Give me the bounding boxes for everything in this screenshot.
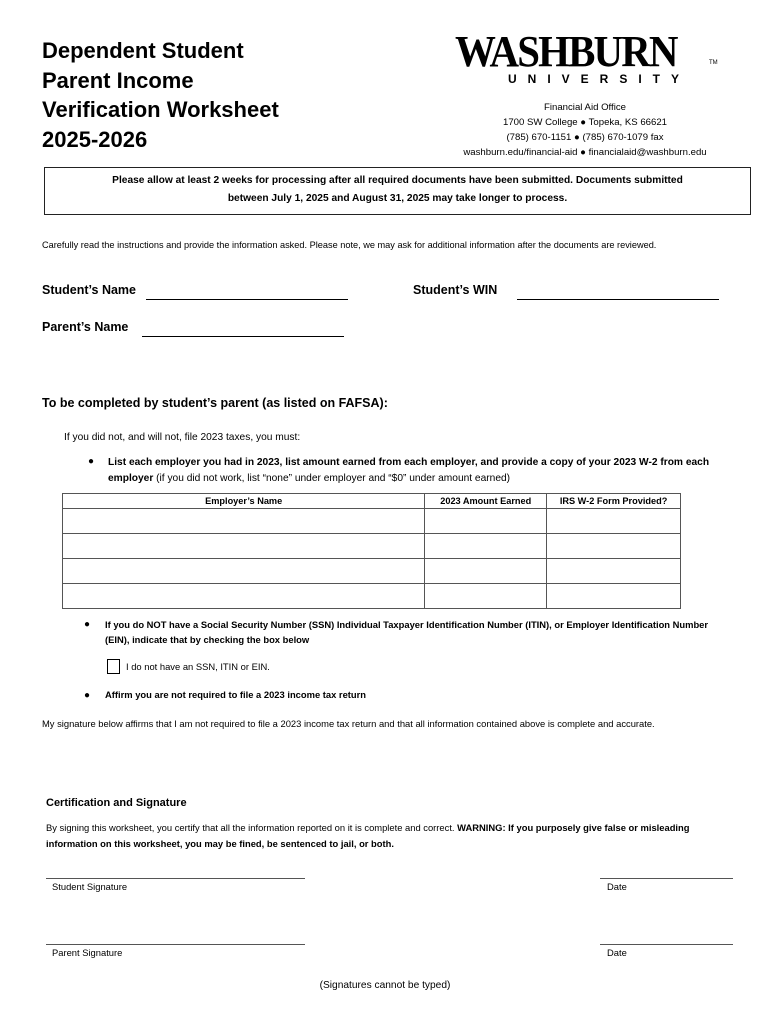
- title-line: Parent Income: [42, 67, 194, 93]
- ssn-instruction: If you do NOT have a Social Security Number (SSN) Individual Taxpayer Identification Number (ITIN), or Employer Identification Number (EIN), indicate that by checking the box below: [105, 619, 709, 645]
- washburn-logo-wordmark: WASHBURN: [455, 27, 677, 76]
- employer-name-cell[interactable]: [63, 559, 425, 584]
- notice-line: Please allow at least 2 weeks for processing after all required documents have been submitted. Documents submitted: [112, 175, 683, 186]
- amount-earned-cell[interactable]: [425, 559, 547, 584]
- employer-name-cell[interactable]: [63, 584, 425, 609]
- washburn-logo-subtitle: UNIVERSITY: [508, 72, 691, 86]
- student-name-field[interactable]: [146, 287, 348, 300]
- column-header-employer: Employer’s Name: [63, 494, 425, 509]
- column-header-w2: IRS W-2 Form Provided?: [547, 494, 681, 509]
- amount-earned-cell[interactable]: [425, 509, 547, 534]
- employer-name-cell[interactable]: [63, 509, 425, 534]
- parent-name-field[interactable]: [142, 324, 344, 337]
- office-phone: (785) 670-1151 ● (785) 670-1079 fax: [506, 132, 664, 143]
- w2-provided-cell[interactable]: [547, 509, 681, 534]
- student-name-label: Student’s Name: [42, 283, 137, 297]
- employer-name-cell[interactable]: [63, 534, 425, 559]
- signature-note: (Signatures cannot be typed): [319, 980, 451, 991]
- w2-provided-cell[interactable]: [547, 584, 681, 609]
- title-line: Dependent Student: [42, 38, 244, 63]
- certification-warning: WARNING: If you purposely give false or misleading information on this worksheet, you may be fined, be sentenced to jail, or both.: [46, 822, 690, 849]
- certification-text: [46, 820, 736, 852]
- bullet-icon: ●: [84, 619, 91, 630]
- table-row: [63, 584, 681, 609]
- office-address: 1700 SW College ● Topeka, KS 66621: [502, 117, 668, 128]
- affirmation-statement: My signature below affirms that I am not required to file a 2023 income tax return and that all information contained above is complete and accurate.: [42, 718, 655, 729]
- section-instruction: If you did not, and will not, file 2023 taxes, you must:: [64, 432, 301, 443]
- office-web: washburn.edu/financial-aid ● financialaid@washburn.edu: [463, 147, 707, 158]
- certification-heading: Certification and Signature: [46, 797, 187, 809]
- logo-trademark: TM: [709, 60, 718, 66]
- bullet-icon: ●: [88, 456, 95, 467]
- notice-line: between July 1, 2025 and August 31, 2025 may take longer to process.: [227, 193, 568, 204]
- certification-statement: By signing this worksheet, you certify that all the information reported on it is complete and correct.: [46, 822, 458, 833]
- contact-block: [440, 100, 730, 160]
- no-ssn-checkbox-label: I do not have an SSN, ITIN or EIN.: [126, 661, 270, 672]
- employer-instruction: [108, 455, 748, 487]
- student-date-label: Date: [607, 881, 627, 892]
- parent-date-label: Date: [607, 947, 627, 958]
- column-header-amount: 2023 Amount Earned: [425, 494, 547, 509]
- employer-table: [62, 493, 681, 609]
- intro-text: Carefully read the instructions and provide the information asked. Please note, we may ask for additional information after the documents are reviewed.: [42, 240, 657, 250]
- student-date-line[interactable]: [600, 878, 733, 879]
- w2-provided-cell[interactable]: [547, 559, 681, 584]
- bullet-icon: ●: [84, 690, 91, 701]
- office-name: Financial Aid Office: [544, 102, 626, 113]
- table-row: [63, 534, 681, 559]
- processing-notice: [44, 167, 751, 215]
- title-line: 2025-2026: [42, 126, 148, 152]
- employer-instruction-note: (if you did not work, list “none” under employer and “$0” under amount earned): [153, 473, 511, 484]
- amount-earned-cell[interactable]: [425, 584, 547, 609]
- w2-provided-cell[interactable]: [547, 534, 681, 559]
- student-win-label: Student’s WIN: [413, 283, 498, 297]
- section-heading: To be completed by student’s parent (as listed on FAFSA):: [42, 396, 388, 410]
- affirm-instruction: Affirm you are not required to file a 2023 income tax return: [105, 689, 367, 700]
- table-row: [63, 509, 681, 534]
- parent-signature-line[interactable]: [46, 944, 305, 945]
- title-line: Verification Worksheet: [42, 97, 279, 122]
- parent-date-line[interactable]: [600, 944, 733, 945]
- parent-signature-label: Parent Signature: [52, 947, 123, 958]
- table-row: [63, 559, 681, 584]
- employer-instruction-bold: List each employer you had in 2023, list amount earned from each employer, and provide a copy of your 2023 W-2 from each employer: [108, 457, 710, 484]
- parent-name-label: Parent’s Name: [42, 320, 129, 334]
- table-header-row: [63, 494, 681, 509]
- student-win-field[interactable]: [517, 287, 719, 300]
- page-title: [42, 36, 362, 154]
- student-signature-label: Student Signature: [52, 881, 128, 892]
- no-ssn-checkbox[interactable]: [107, 659, 120, 674]
- amount-earned-cell[interactable]: [425, 534, 547, 559]
- student-signature-line[interactable]: [46, 878, 305, 879]
